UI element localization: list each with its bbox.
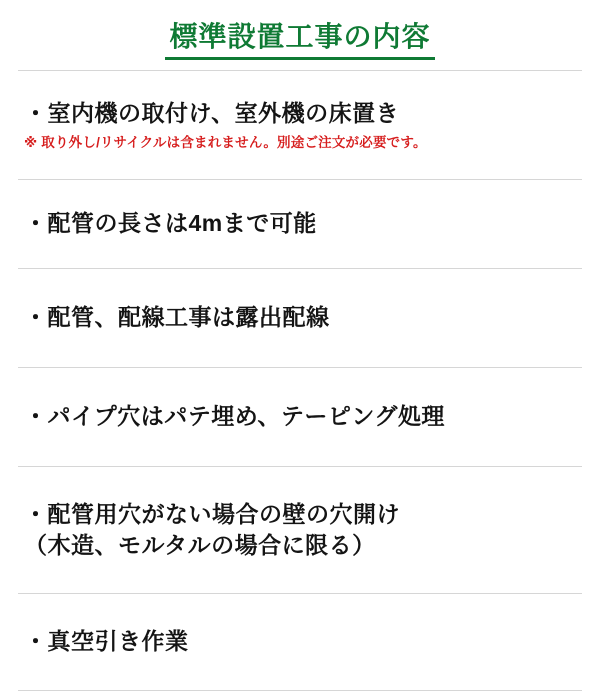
list-item-text: ・パイプ穴はパテ埋め、テーピング処理 bbox=[24, 403, 445, 430]
list-item-text-line2: （木造、モルタルの場合に限る） bbox=[24, 531, 376, 558]
list-item-text: ・配管用穴がない場合の壁の穴開け bbox=[24, 501, 400, 528]
list-item bbox=[18, 268, 582, 367]
list-item-note: ※ 取り外し/リサイクルは含まれません。別途ご注文が必要です。 bbox=[24, 135, 427, 150]
list-item bbox=[18, 367, 582, 466]
page-title-wrap bbox=[18, 14, 582, 70]
list-item-text: ・室内機の取付け、室外機の床置き bbox=[24, 99, 400, 126]
list-item-text: ・配管の長さは4mまで可能 bbox=[24, 210, 317, 237]
installation-item-list bbox=[18, 70, 582, 691]
page-title: 標準設置工事の内容 bbox=[165, 20, 434, 60]
list-item-text: ・配管、配線工事は露出配線 bbox=[24, 304, 330, 331]
list-item bbox=[18, 593, 582, 691]
list-item bbox=[18, 70, 582, 179]
list-item-text: ・真空引き作業 bbox=[24, 628, 189, 655]
list-item bbox=[18, 466, 582, 593]
list-item bbox=[18, 179, 582, 268]
